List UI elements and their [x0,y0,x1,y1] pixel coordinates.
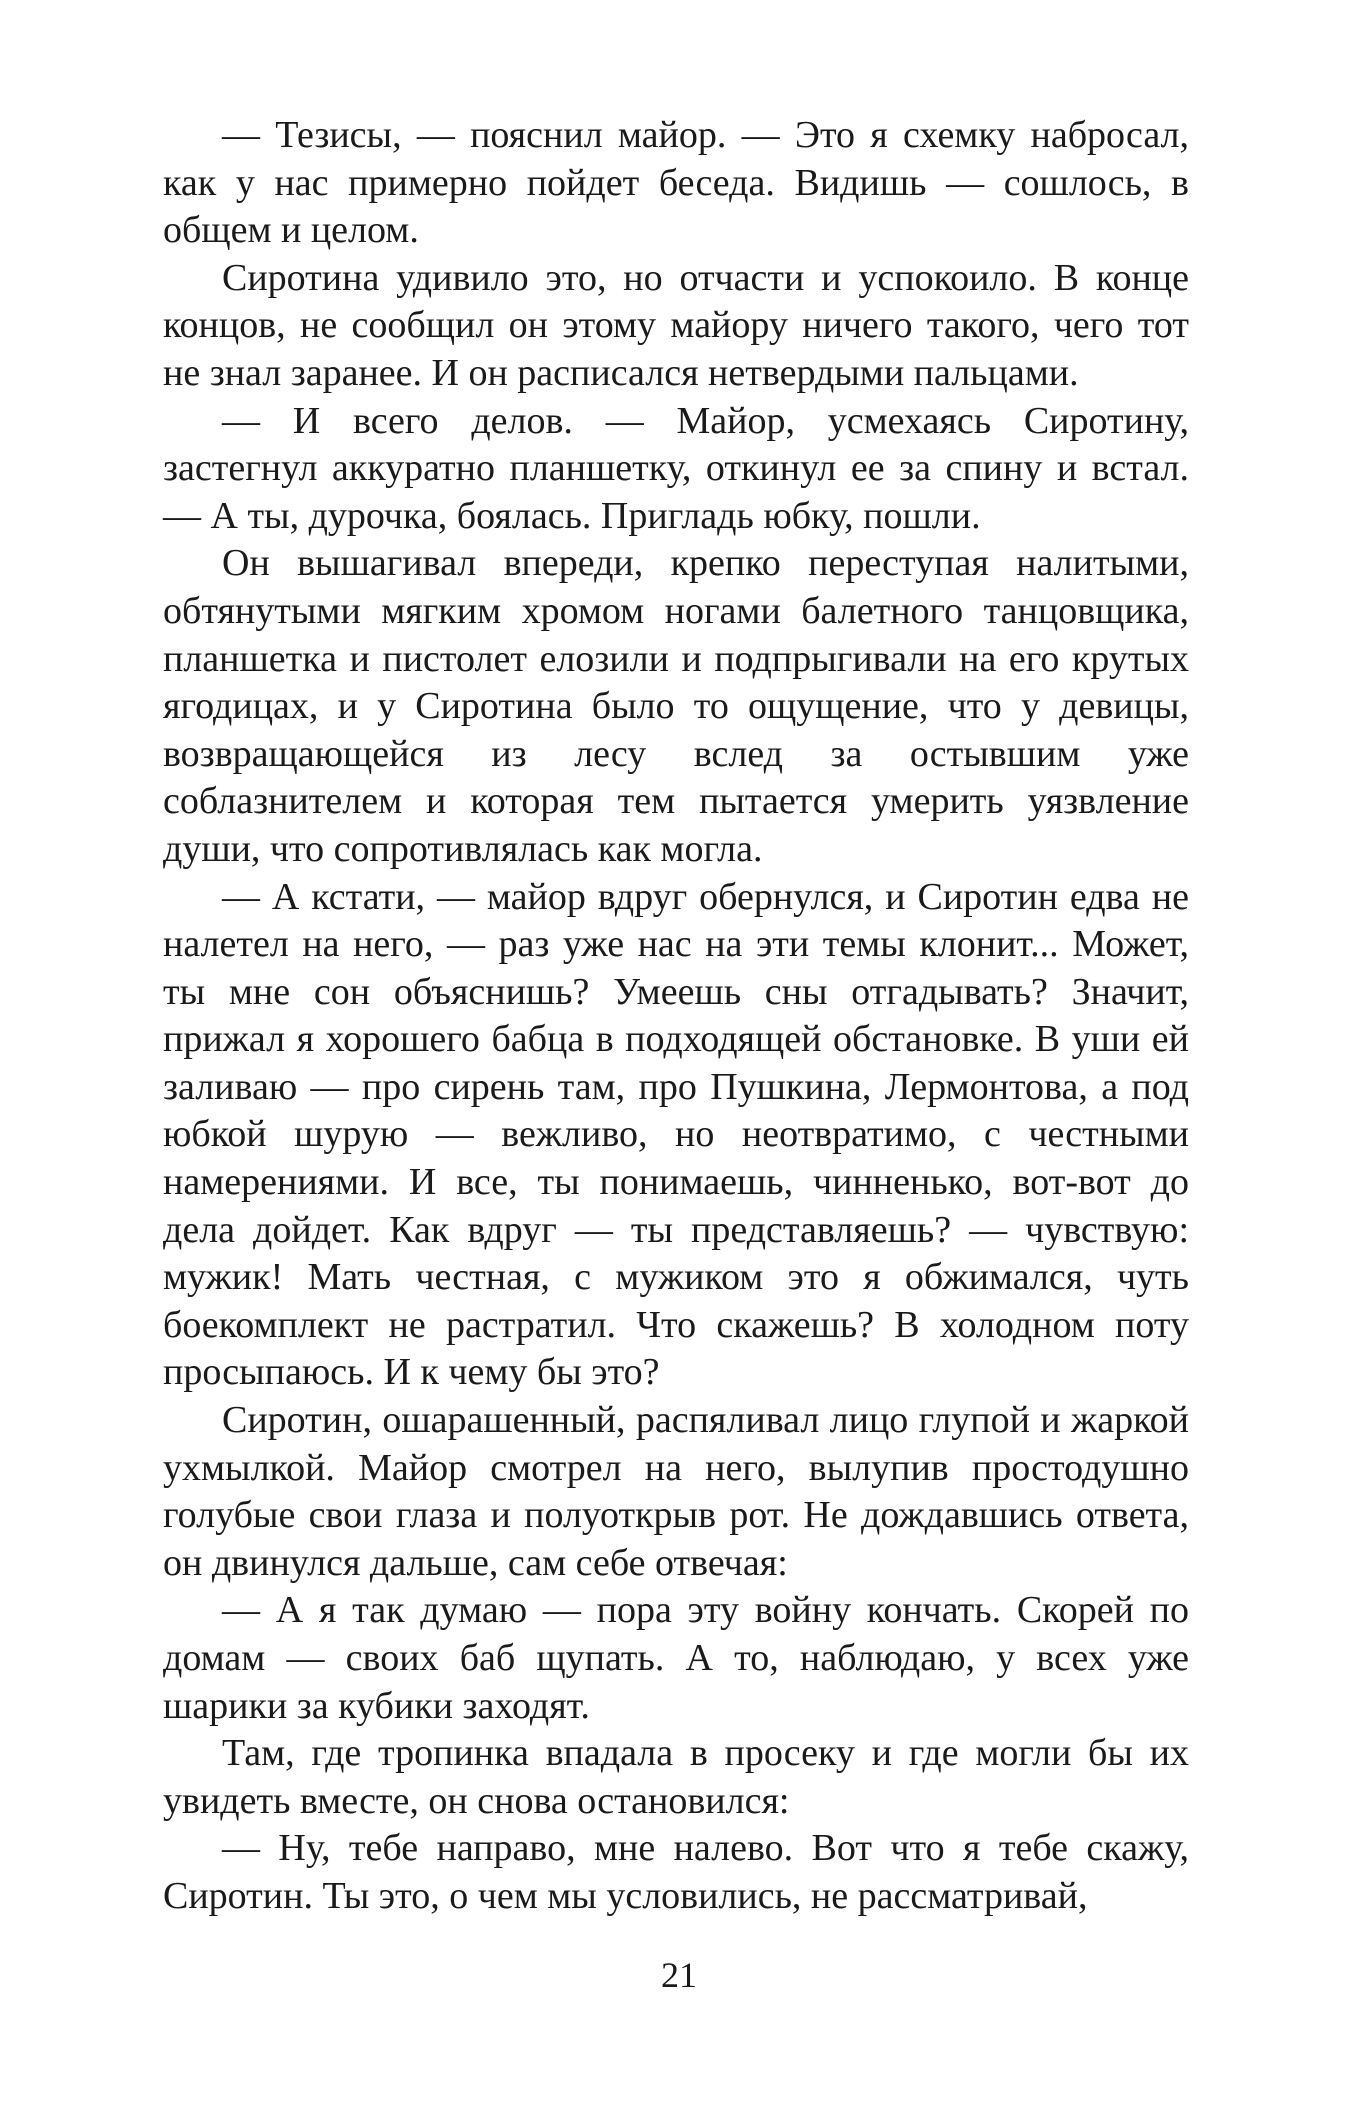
body-text [163,112,1189,1921]
paragraph: Сиротин, ошарашенный, распяливал лицо глупой и жаркой ухмылкой. Майор смотрел на него, вылупив простодушно голубые свои глаза и полуоткрыв рот. Не дождавшись ответа, он двинулся дальше, сам себе отвечая: [163,1399,1189,1584]
paragraph: Сиротина удивило это, но отчасти и успокоило. В конце концов, не сообщил он этому майору ничего такого, чего тот не знал заранее. И он расписался нетвердыми пальцами. [163,256,1189,394]
paragraph: — А кстати, — майор вдруг обернулся, и Сиротин едва не налетел на него, — раз уже нас на эти темы клонит... Может, ты мне сон объяснишь? Умеешь сны отгадывать? Значит, прижал я хорошего бабца в подходящей обстановке. В уши ей заливаю — про сирень там, про Пушкина, Лермонтова, а под юбкой шурую — вежливо, но неотвратимо, с честными намерениями. И все, ты понимаешь, чинненько, вот-вот до дела дойдет. Как вдруг — ты представляешь? — чувствую: мужик! Мать честная, с мужиком это я обжимался, чуть боекомплект не растратил. Что скажешь? В холодном поту просыпаюсь. И к чему бы это? [163,875,1189,1394]
paragraph: Он вышагивал впереди, крепко переступая налитыми, обтянутыми мягким хромом ногами балетного танцовщика, планшетка и пистолет елозили и подпрыгивали на его крутых ягодицах, и у Сиротина было то ощущение, что у девицы, возвращающейся из лесу вслед за остывшим уже соблазнителем и которая тем пытается умерить уязвление души, что сопротивлялась как могла. [163,542,1189,870]
page-number: 21 [661,1955,697,1995]
paragraph: — И всего делов. — Майор, усмехаясь Сиротину, застегнул аккуратно планшетку, откинул ее за спину и встал. — А ты, дурочка, боялась. Пригладь юбку, пошли. [163,399,1189,537]
paragraph: — Тезисы, — пояснил майор. — Это я схемку набросал, как у нас примерно пойдет беседа. Видишь — сошлось, в общем и целом. [163,114,1189,252]
paragraph: — Ну, тебе направо, мне налево. Вот что я тебе скажу, Сиротин. Ты это, о чем мы условились, не рассматривай, [163,1827,1189,1917]
paragraph: — А я так думаю — пора эту войну кончать. Скорей по домам — своих баб щупать. А то, наблюдаю, у всех уже шарики за кубики заходят. [163,1589,1189,1727]
paragraph: Там, где тропинка впадала в просеку и где могли бы их увидеть вместе, он снова остановился: [163,1732,1189,1822]
